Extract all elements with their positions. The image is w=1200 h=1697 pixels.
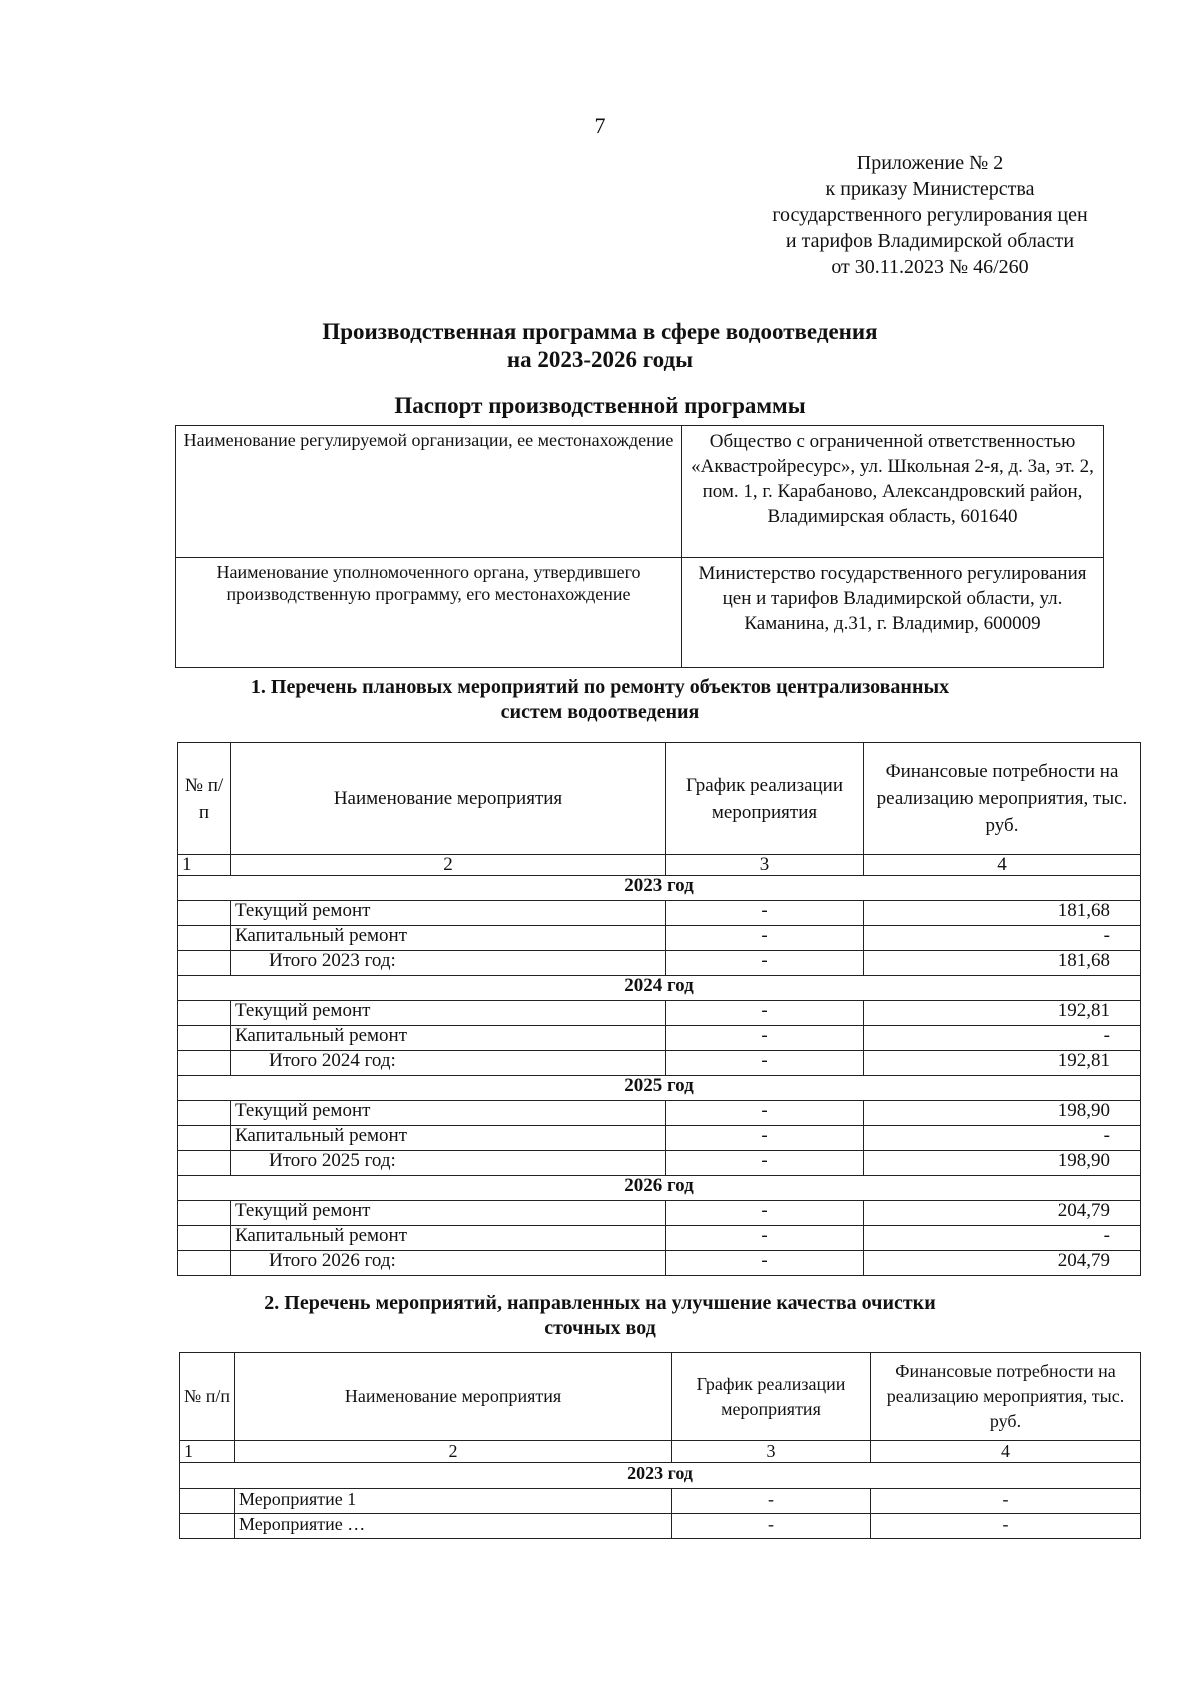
passport-title: Паспорт производственной программы	[394, 393, 806, 418]
table-row	[178, 1251, 1141, 1276]
year-label: 2024 год	[178, 976, 1141, 1001]
year-row	[178, 876, 1141, 901]
amount-cell: 181,68	[864, 951, 1141, 976]
activity-name: Итого 2026 год:	[231, 1251, 666, 1276]
col-number: 4	[864, 855, 1141, 876]
document-title	[0, 318, 1200, 374]
activity-name: Текущий ремонт	[231, 1101, 666, 1126]
header-number: № п/п	[178, 743, 231, 855]
amount-cell: -	[864, 1226, 1141, 1251]
amount-cell: 198,90	[864, 1101, 1141, 1126]
year-label: 2026 год	[178, 1176, 1141, 1201]
table-header-row	[178, 743, 1141, 855]
year-row	[178, 976, 1141, 1001]
year-label: 2023 год	[178, 876, 1141, 901]
schedule-cell: -	[666, 1101, 864, 1126]
schedule-cell: -	[666, 1151, 864, 1176]
table-row	[180, 1514, 1141, 1539]
year-row	[178, 1076, 1141, 1101]
activity-name: Капитальный ремонт	[231, 1026, 666, 1051]
col-number: 3	[666, 855, 864, 876]
col-number: 2	[235, 1441, 672, 1463]
appendix-line: Приложение № 2	[856, 152, 1004, 174]
schedule-cell: -	[666, 1126, 864, 1151]
amount-cell: 198,90	[864, 1151, 1141, 1176]
activity-name: Текущий ремонт	[231, 901, 666, 926]
table-row	[178, 1126, 1141, 1151]
year-row	[180, 1463, 1141, 1489]
schedule-cell: -	[666, 1001, 864, 1026]
section1-title	[0, 675, 1200, 725]
activity-name: Текущий ремонт	[231, 1201, 666, 1226]
year-label: 2023 год	[180, 1463, 1141, 1489]
schedule-cell: -	[666, 1226, 864, 1251]
table-row	[178, 1151, 1141, 1176]
activity-name: Итого 2025 год:	[231, 1151, 666, 1176]
document-title-line2: на 2023-2026 годы	[506, 347, 694, 372]
schedule-cell: -	[672, 1489, 871, 1514]
schedule-cell: -	[666, 951, 864, 976]
table-row	[178, 1051, 1141, 1076]
amount-cell: 181,68	[864, 901, 1141, 926]
amount-cell: -	[871, 1514, 1141, 1539]
appendix-line: государственного регулирования цен	[772, 204, 1088, 226]
passport-row	[176, 558, 1104, 668]
table-row	[178, 1001, 1141, 1026]
appendix-line: от 30.11.2023 № 46/260	[831, 256, 1029, 278]
passport-table	[175, 425, 1104, 668]
header-amount: Финансовые потребности на реализацию мероприятия, тыс. руб.	[871, 1353, 1141, 1441]
header-amount: Финансовые потребности на реализацию мероприятия, тыс. руб.	[864, 743, 1141, 855]
header-schedule: График реализации мероприятия	[666, 743, 864, 855]
col-number: 4	[871, 1441, 1141, 1463]
table-row	[178, 926, 1141, 951]
amount-cell: -	[864, 1126, 1141, 1151]
amount-cell: -	[864, 926, 1141, 951]
year-label: 2025 год	[178, 1076, 1141, 1101]
column-number-row	[180, 1441, 1141, 1463]
document-title-line1: Производственная программа в сфере водоотведения	[322, 319, 878, 344]
schedule-cell: -	[666, 1251, 864, 1276]
appendix-line: и тарифов Владимирской области	[785, 230, 1075, 252]
amount-cell: -	[871, 1489, 1141, 1514]
appendix-line: к приказу Министерства	[825, 178, 1035, 200]
amount-cell: 192,81	[864, 1001, 1141, 1026]
passport-label: Наименование регулируемой организации, ее местонахождение	[176, 426, 682, 558]
activity-name: Мероприятие 1	[235, 1489, 672, 1514]
amount-cell: 192,81	[864, 1051, 1141, 1076]
table-row	[178, 1226, 1141, 1251]
passport-value: Министерство государственного регулирования цен и тарифов Владимирской области, ул. Каманина, д.31, г. Владимир, 600009	[682, 558, 1104, 668]
activity-name: Итого 2023 год:	[231, 951, 666, 976]
header-name: Наименование мероприятия	[231, 743, 666, 855]
activity-name: Капитальный ремонт	[231, 926, 666, 951]
col-number: 2	[231, 855, 666, 876]
schedule-cell: -	[666, 901, 864, 926]
passport-label: Наименование уполномоченного органа, утвердившего производственную программу, его местонахождение	[176, 558, 682, 668]
schedule-cell: -	[666, 1201, 864, 1226]
table-row	[180, 1489, 1141, 1514]
activity-name: Капитальный ремонт	[231, 1226, 666, 1251]
page-number: 7	[594, 113, 606, 138]
appendix-block	[735, 150, 1125, 280]
header-name: Наименование мероприятия	[235, 1353, 672, 1441]
amount-cell: 204,79	[864, 1201, 1141, 1226]
schedule-cell: -	[666, 926, 864, 951]
passport-row	[176, 426, 1104, 558]
col-number: 1	[178, 855, 231, 876]
activity-name: Капитальный ремонт	[231, 1126, 666, 1151]
activity-name: Мероприятие …	[235, 1514, 672, 1539]
passport-value: Общество с ограниченной ответственностью «Аквастройресурс», ул. Школьная 2-я, д. 3а, эт. 2, пом. 1, г. Карабаново, Александровский район, Владимирская область, 601640	[682, 426, 1104, 558]
col-number: 1	[180, 1441, 235, 1463]
schedule-cell: -	[672, 1514, 871, 1539]
header-number: № п/п	[180, 1353, 235, 1441]
section2-title-line1: 2. Перечень мероприятий, направленных на улучшение качества очистки	[264, 1292, 936, 1314]
activity-name: Текущий ремонт	[231, 1001, 666, 1026]
section2-title-line2: сточных вод	[544, 1317, 656, 1339]
section1-title-line1: 1. Перечень плановых мероприятий по ремонту объектов централизованных	[250, 676, 950, 698]
amount-cell: -	[864, 1026, 1141, 1051]
repair-plan-table	[177, 742, 1141, 1276]
treatment-quality-table	[179, 1352, 1141, 1539]
col-number: 3	[672, 1441, 871, 1463]
activity-name: Итого 2024 год:	[231, 1051, 666, 1076]
table-row	[178, 951, 1141, 976]
section2-title	[0, 1291, 1200, 1341]
section1-title-line2: систем водоотведения	[500, 701, 700, 723]
schedule-cell: -	[666, 1026, 864, 1051]
header-schedule: График реализации мероприятия	[672, 1353, 871, 1441]
year-row	[178, 1176, 1141, 1201]
column-number-row	[178, 855, 1141, 876]
table-header-row	[180, 1353, 1141, 1441]
table-row	[178, 1026, 1141, 1051]
table-row	[178, 1201, 1141, 1226]
table-row	[178, 1101, 1141, 1126]
table-row	[178, 901, 1141, 926]
schedule-cell: -	[666, 1051, 864, 1076]
amount-cell: 204,79	[864, 1251, 1141, 1276]
